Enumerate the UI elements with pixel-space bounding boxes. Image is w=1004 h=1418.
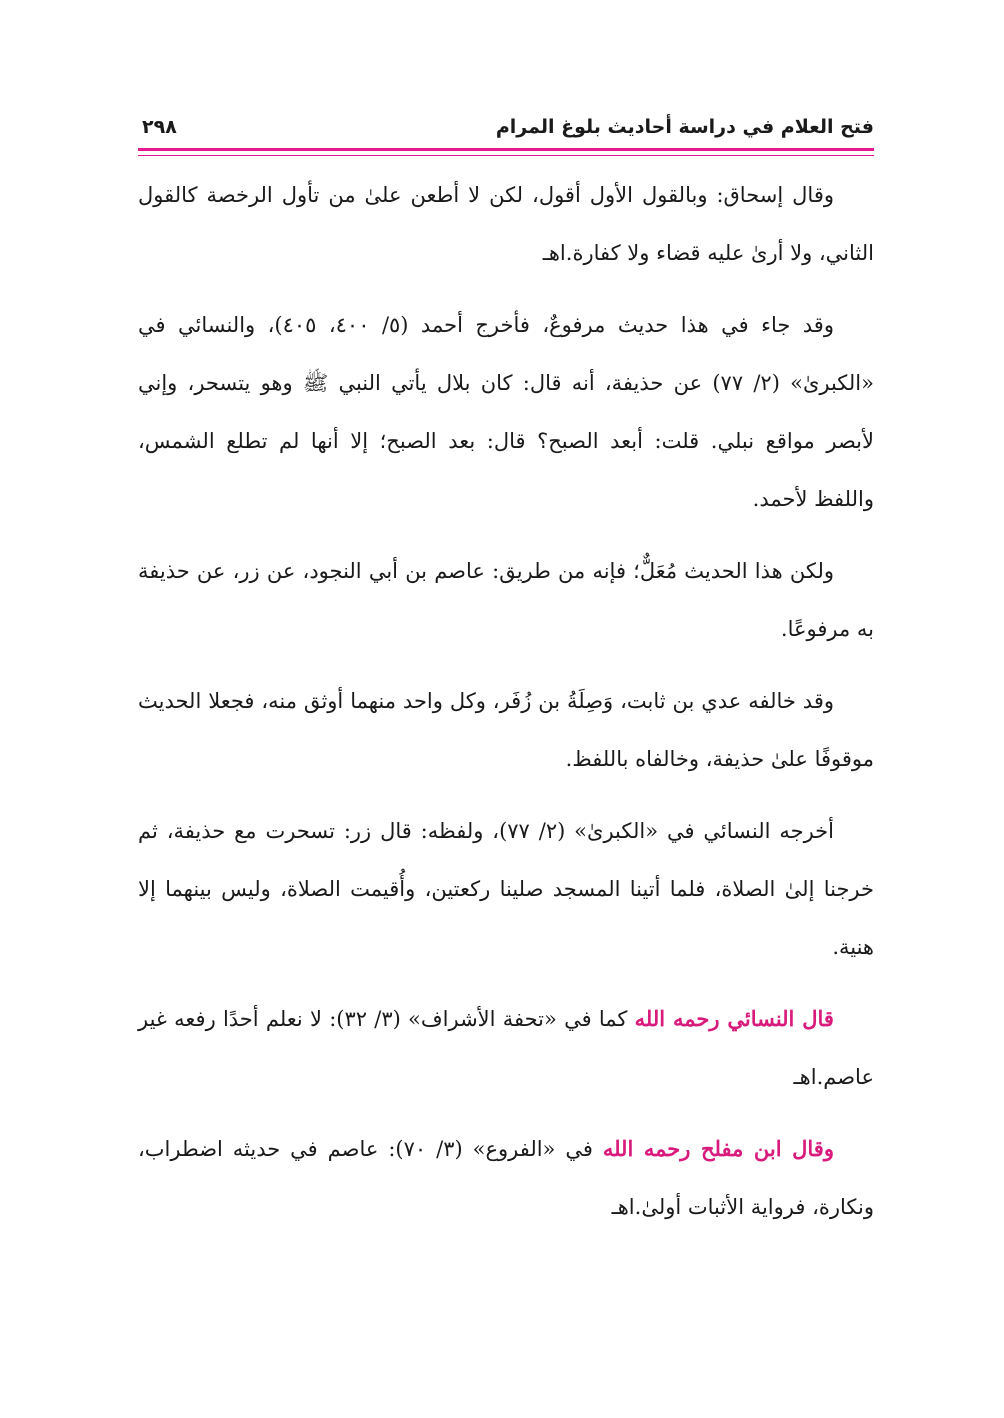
highlighted-speaker: قال النسائي رحمه الله: [634, 1006, 834, 1031]
paragraph: [138, 672, 874, 788]
paragraph: [138, 1120, 874, 1236]
paragraph: [138, 296, 874, 528]
highlighted-speaker: وقال ابن مفلح رحمه الله: [602, 1136, 834, 1161]
paragraph-text: وقد خالفه عدي بن ثابت، وَصِلَةُ بن زُفَر، وكل واحد منهما أوثق منه، فجعلا الحديث موقوفًا علىٰ حذيفة، وخالفاه باللفظ.: [138, 689, 874, 771]
running-title: فتح العلام في دراسة أحاديث بلوغ المرام: [495, 116, 874, 138]
paragraph-text: وقد جاء في هذا حديث مرفوعٌ، فأخرج أحمد (٥/ ٤٠٠، ٤٠٥)، والنسائي في «الكبرىٰ» (٢/ ٧٧) عن حذيفة، أنه قال: كان بلال يأتي النبي ﷺ وهو يتسحر، وإني لأبصر مواقع نبلي. قلت: أبعد الصبح؟ قال: بعد الصبح؛ إلا أنها لم تطلع الشمس، واللفظ لأحمد.: [138, 313, 874, 511]
paragraph: [138, 990, 874, 1106]
paragraph: [138, 166, 874, 282]
header-rule-thick: [138, 148, 874, 151]
paragraph-text: وقال إسحاق: وبالقول الأول أقول، لكن لا أطعن علىٰ من تأول الرخصة كالقول الثاني، ولا أرىٰ عليه قضاء ولا كفارة.اهـ: [138, 183, 874, 265]
main-text: [138, 166, 874, 1250]
page-number: ٢٩٨: [142, 116, 177, 138]
paragraph-text: في «الفروع» (٣/ ٧٠): عاصم في حديثه اضطراب، ونكارة، فرواية الأثبات أولىٰ.اهـ: [138, 1137, 874, 1219]
paragraph-text: كما في «تحفة الأشراف» (٣/ ٣٢): لا نعلم أحدًا رفعه غير عاصم.اهـ: [138, 1007, 874, 1089]
page-header: [138, 108, 874, 148]
paragraph: [138, 542, 874, 658]
paragraph-text: ولكن هذا الحديث مُعَلٌّ؛ فإنه من طريق: عاصم بن أبي النجود، عن زر، عن حذيفة به مرفوعًا.: [138, 559, 874, 641]
header-rule-thin: [138, 155, 874, 156]
paragraph-text: أخرجه النسائي في «الكبرىٰ» (٢/ ٧٧)، ولفظه: قال زر: تسحرت مع حذيفة، ثم خرجنا إلىٰ الصلاة، فلما أتينا المسجد صلينا ركعتين، وأُقيمت الصلاة، وليس بينهما إلا هنية.: [138, 819, 874, 959]
paragraph: [138, 802, 874, 976]
